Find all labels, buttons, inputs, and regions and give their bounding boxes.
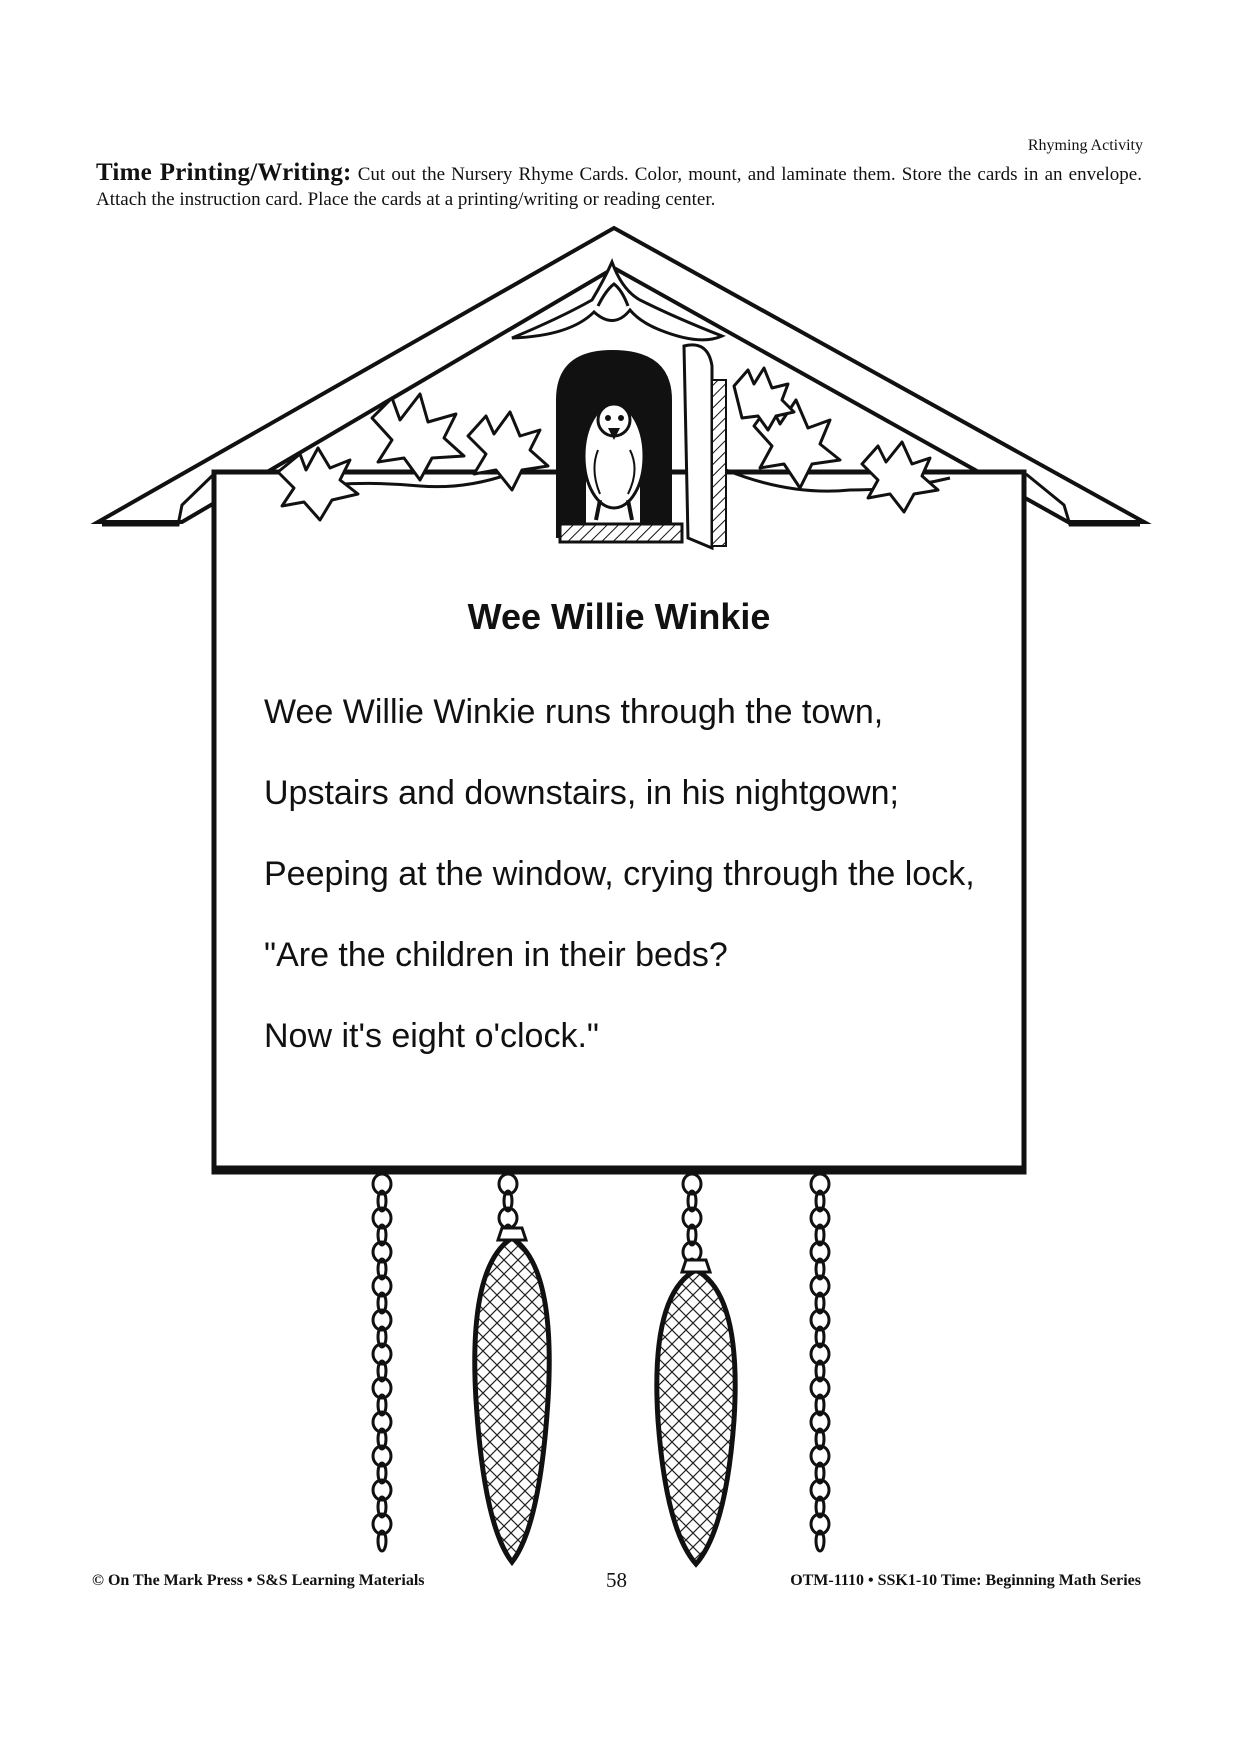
poem-line: Upstairs and downstairs, in his nightgown; [264,774,899,812]
poem-line: Peeping at the window, crying through the lock, [264,855,975,893]
poem-line: Now it's eight o'clock." [264,1017,599,1055]
footer-series: OTM-1110 • SSK1-10 Time: Beginning Math Series [790,1572,1141,1589]
poem-line: Wee Willie Winkie runs through the town, [264,693,884,731]
instructions-text: Cut out the Nursery Rhyme Cards. Color, mount, and laminate them. Store the cards in an envelope. Attach the instruction card. Place the cards at a printing/writing or reading center. [96,164,1142,210]
poem [264,690,1004,1095]
cuckoo-bird-icon [556,345,726,548]
poem-line: "Are the children in their beds? [264,936,728,974]
card-title: Wee Willie Winkie [467,596,771,637]
page-tag: Rhyming Activity [1027,137,1143,154]
pinecone-weight-icon [475,1228,735,1564]
page-number: 58 [606,1568,627,1592]
footer-publisher: © On The Mark Press • S&S Learning Materials [92,1572,425,1589]
instructions-lead: Time Printing/Writing: [96,159,352,186]
chain-left [373,1174,829,1551]
